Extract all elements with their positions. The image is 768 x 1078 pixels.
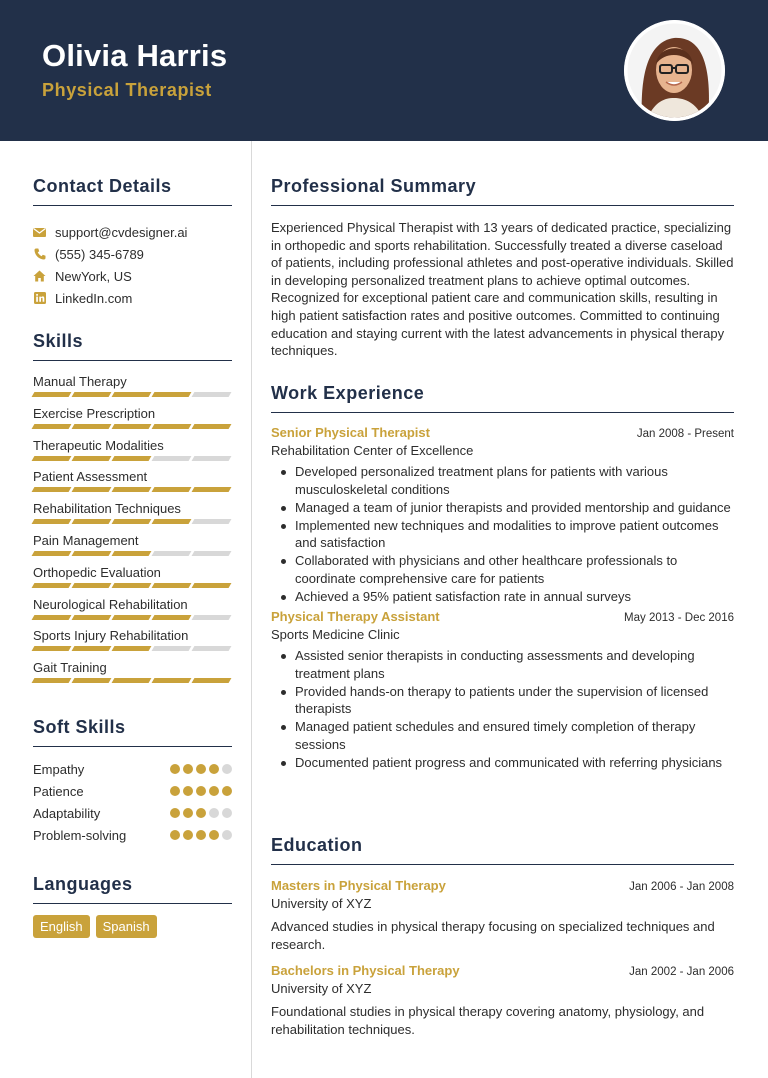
soft-skill-rating: [170, 786, 232, 796]
language-badge: Spanish: [96, 915, 157, 938]
skill-item: [33, 405, 232, 437]
education-school: University of XYZ: [271, 896, 372, 911]
skill-name: Orthopedic Evaluation: [33, 564, 161, 580]
skill-name: Pain Management: [33, 532, 139, 548]
soft-skill-rating: [170, 808, 232, 818]
skill-level-bar: [33, 519, 232, 524]
soft-skill-name: Empathy: [33, 761, 85, 777]
skill-level-segment: [112, 456, 152, 461]
skill-level-segment: [192, 615, 232, 620]
soft-skill-item: [33, 780, 232, 802]
column-divider: [251, 141, 252, 1078]
rating-dot: [222, 764, 232, 774]
job-organization: Sports Medicine Clinic: [271, 627, 400, 642]
job-entry: [271, 425, 734, 605]
skill-level-segment: [152, 424, 192, 429]
rating-dot: [170, 786, 180, 796]
skill-level-segment: [152, 456, 192, 461]
rating-dot: [222, 830, 232, 840]
skill-level-segment: [32, 678, 72, 683]
skill-level-bar: [33, 392, 232, 397]
skill-item: [33, 532, 232, 564]
job-bullet: Documented patient progress and communicated with referring physicians: [271, 754, 734, 772]
rating-dot: [196, 808, 206, 818]
skill-level-bar: [33, 487, 232, 492]
skill-level-segment: [72, 456, 112, 461]
rating-dot: [209, 808, 219, 818]
job-bullets: [271, 463, 734, 605]
education-entry: [271, 878, 734, 953]
rating-dot: [183, 786, 193, 796]
job-date: Jan 2008 - Present: [636, 428, 734, 440]
profile-photo: [624, 20, 725, 121]
contact-phone-text: (555) 345-6789: [55, 246, 144, 262]
education-entry: [271, 963, 734, 1038]
skill-level-segment: [192, 456, 232, 461]
skill-level-segment: [112, 615, 152, 620]
skill-level-segment: [192, 424, 232, 429]
skill-level-segment: [72, 551, 112, 556]
skill-level-segment: [112, 392, 152, 397]
contact-linkedin[interactable]: [33, 287, 232, 309]
education-description: Foundational studies in physical therapy covering anatomy, physiology, and rehabilitation techniques.: [271, 1004, 705, 1037]
language-badge: English: [33, 915, 90, 938]
job-bullet: Managed a team of junior therapists and provided mentorship and guidance: [271, 499, 734, 517]
skill-level-bar: [33, 456, 232, 461]
job-role: Senior Physical Therapist: [271, 425, 430, 440]
skill-name: Manual Therapy: [33, 374, 127, 389]
rating-dot: [196, 786, 206, 796]
skill-level-segment: [32, 583, 72, 588]
soft-skills-heading: Soft Skills: [33, 717, 232, 747]
skill-level-segment: [72, 646, 112, 651]
contact-email-text: support@cvdesigner.ai: [55, 224, 188, 240]
skills-list: [33, 373, 232, 691]
soft-skill-name: Adaptability: [33, 805, 101, 821]
rating-dot: [209, 830, 219, 840]
job-bullet: Managed patient schedules and ensured timely completion of therapy sessions: [271, 718, 734, 753]
soft-skill-rating: [170, 830, 232, 840]
skill-item: [33, 564, 232, 596]
soft-skill-rating: [170, 764, 232, 774]
job-bullet: Assisted senior therapists in conducting assessments and developing treatment plans: [271, 647, 734, 682]
skill-level-bar: [33, 678, 232, 683]
skill-item: [33, 627, 232, 659]
rating-dot: [196, 830, 206, 840]
skill-level-segment: [32, 519, 72, 524]
job-organization: Rehabilitation Center of Excellence: [271, 443, 474, 458]
skill-level-bar: [33, 424, 232, 429]
candidate-name: Olivia Harris: [42, 38, 228, 73]
skill-item: [33, 373, 232, 405]
soft-skill-item: [33, 758, 232, 780]
education-list: [271, 878, 734, 1048]
education-date: Jan 2002 - Jan 2006: [629, 966, 734, 978]
education-school: University of XYZ: [271, 981, 372, 996]
skill-name: Gait Training: [33, 660, 107, 676]
contact-location: [33, 265, 232, 287]
languages-heading: Languages: [33, 874, 232, 904]
job-bullet: Collaborated with physicians and other healthcare professionals to coordinate comprehensive care for patients: [271, 552, 734, 587]
skill-level-segment: [72, 424, 112, 429]
skill-level-segment: [32, 456, 72, 461]
skill-item: [33, 500, 232, 532]
skill-level-segment: [112, 583, 152, 588]
envelope-icon: [33, 226, 46, 239]
skills-heading: Skills: [33, 331, 232, 361]
job-bullet: Developed personalized treatment plans for patients with various musculoskeletal conditions: [271, 463, 734, 498]
contact-location-text: NewYork, US: [55, 268, 132, 284]
summary-text: Experienced Physical Therapist with 13 years of dedicated practice, specializing in orthopedic and sports rehabilitation. Successfully treated a diverse caseload of patients, including professional athletes and post-operative individuals. Skilled in developing personalized treatment plans to achieve optimal outcomes. Recognized for exceptional patient care and communication skills, resulting in high patient satisfaction rates and positive outcomes. Committed to continuing education and staying current with the latest advancements in physical therapy techniques.: [271, 220, 734, 359]
linkedin-icon: [33, 292, 46, 305]
skill-level-segment: [152, 551, 192, 556]
skill-level-segment: [192, 487, 232, 492]
skill-name: Rehabilitation Techniques: [33, 501, 181, 517]
skill-level-segment: [112, 424, 152, 429]
soft-skills-list: [33, 758, 232, 846]
job-role: Physical Therapy Assistant: [271, 609, 440, 624]
skill-level-segment: [112, 487, 152, 492]
education-degree: Masters in Physical Therapy: [271, 878, 446, 893]
contact-list: [33, 221, 232, 309]
job-bullet: Implemented new techniques and modalities to improve patient outcomes and satisfaction: [271, 517, 734, 552]
skill-level-segment: [32, 646, 72, 651]
rating-dot: [209, 764, 219, 774]
job-bullet: Provided hands-on therapy to patients under the supervision of licensed therapists: [271, 683, 734, 718]
skill-level-segment: [72, 583, 112, 588]
skill-level-segment: [152, 487, 192, 492]
work-list: [271, 425, 734, 775]
skill-item: [33, 437, 232, 469]
skill-level-segment: [32, 424, 72, 429]
education-degree: Bachelors in Physical Therapy: [271, 963, 460, 978]
work-heading: Work Experience: [271, 383, 734, 413]
skill-level-segment: [32, 551, 72, 556]
education-description: Advanced studies in physical therapy focusing on specialized techniques and research.: [271, 919, 715, 952]
skill-level-segment: [152, 392, 192, 397]
skill-name: Therapeutic Modalities: [33, 437, 164, 453]
skill-level-segment: [112, 519, 152, 524]
rating-dot: [222, 786, 232, 796]
skill-name: Sports Injury Rehabilitation: [33, 628, 189, 644]
job-bullets: [271, 647, 734, 771]
candidate-title: Physical Therapist: [42, 80, 212, 100]
skill-level-segment: [192, 646, 232, 651]
skill-item: [33, 596, 232, 628]
skill-level-segment: [152, 615, 192, 620]
rating-dot: [170, 764, 180, 774]
skill-level-segment: [112, 551, 152, 556]
soft-skill-name: Problem-solving: [33, 827, 127, 843]
contact-linkedin-text: LinkedIn.com: [55, 290, 133, 306]
skill-level-segment: [32, 392, 72, 397]
languages-list: [33, 915, 157, 938]
rating-dot: [170, 808, 180, 818]
skill-level-bar: [33, 551, 232, 556]
skill-level-segment: [72, 487, 112, 492]
skill-level-segment: [192, 583, 232, 588]
skill-level-segment: [152, 519, 192, 524]
summary-heading: Professional Summary: [271, 176, 734, 206]
skill-level-bar: [33, 615, 232, 620]
skill-level-segment: [192, 392, 232, 397]
skill-level-bar: [33, 583, 232, 588]
skill-level-segment: [112, 678, 152, 683]
skill-level-segment: [192, 551, 232, 556]
phone-icon: [33, 248, 46, 261]
skill-level-segment: [112, 646, 152, 651]
skill-level-segment: [72, 519, 112, 524]
skill-name: Patient Assessment: [33, 469, 148, 485]
skill-level-bar: [33, 646, 232, 651]
rating-dot: [222, 808, 232, 818]
contact-phone[interactable]: [33, 243, 232, 265]
soft-skill-name: Patience: [33, 783, 84, 799]
home-icon: [33, 270, 46, 283]
skill-level-segment: [152, 646, 192, 651]
skill-name: Neurological Rehabilitation: [33, 596, 188, 612]
soft-skill-item: [33, 802, 232, 824]
skill-name: Exercise Prescription: [33, 405, 156, 421]
skill-level-segment: [32, 615, 72, 620]
education-heading: Education: [271, 835, 734, 865]
rating-dot: [170, 830, 180, 840]
job-entry: [271, 609, 734, 771]
contact-email[interactable]: [33, 221, 232, 243]
education-date: Jan 2006 - Jan 2008: [629, 881, 734, 893]
job-bullet: Achieved a 95% patient satisfaction rate in annual surveys: [271, 588, 734, 606]
skill-level-segment: [72, 615, 112, 620]
skill-item: [33, 659, 232, 691]
rating-dot: [196, 764, 206, 774]
skill-level-segment: [192, 519, 232, 524]
rating-dot: [183, 764, 193, 774]
skill-level-segment: [152, 678, 192, 683]
skill-level-segment: [72, 392, 112, 397]
rating-dot: [209, 786, 219, 796]
job-date: May 2013 - Dec 2016: [624, 612, 734, 624]
skill-level-segment: [192, 678, 232, 683]
rating-dot: [183, 830, 193, 840]
resume-header: [0, 0, 768, 141]
skill-level-segment: [72, 678, 112, 683]
skill-level-segment: [152, 583, 192, 588]
soft-skill-item: [33, 824, 232, 846]
skill-level-segment: [32, 487, 72, 492]
skill-item: [33, 468, 232, 500]
rating-dot: [183, 808, 193, 818]
contact-heading: Contact Details: [33, 176, 232, 206]
